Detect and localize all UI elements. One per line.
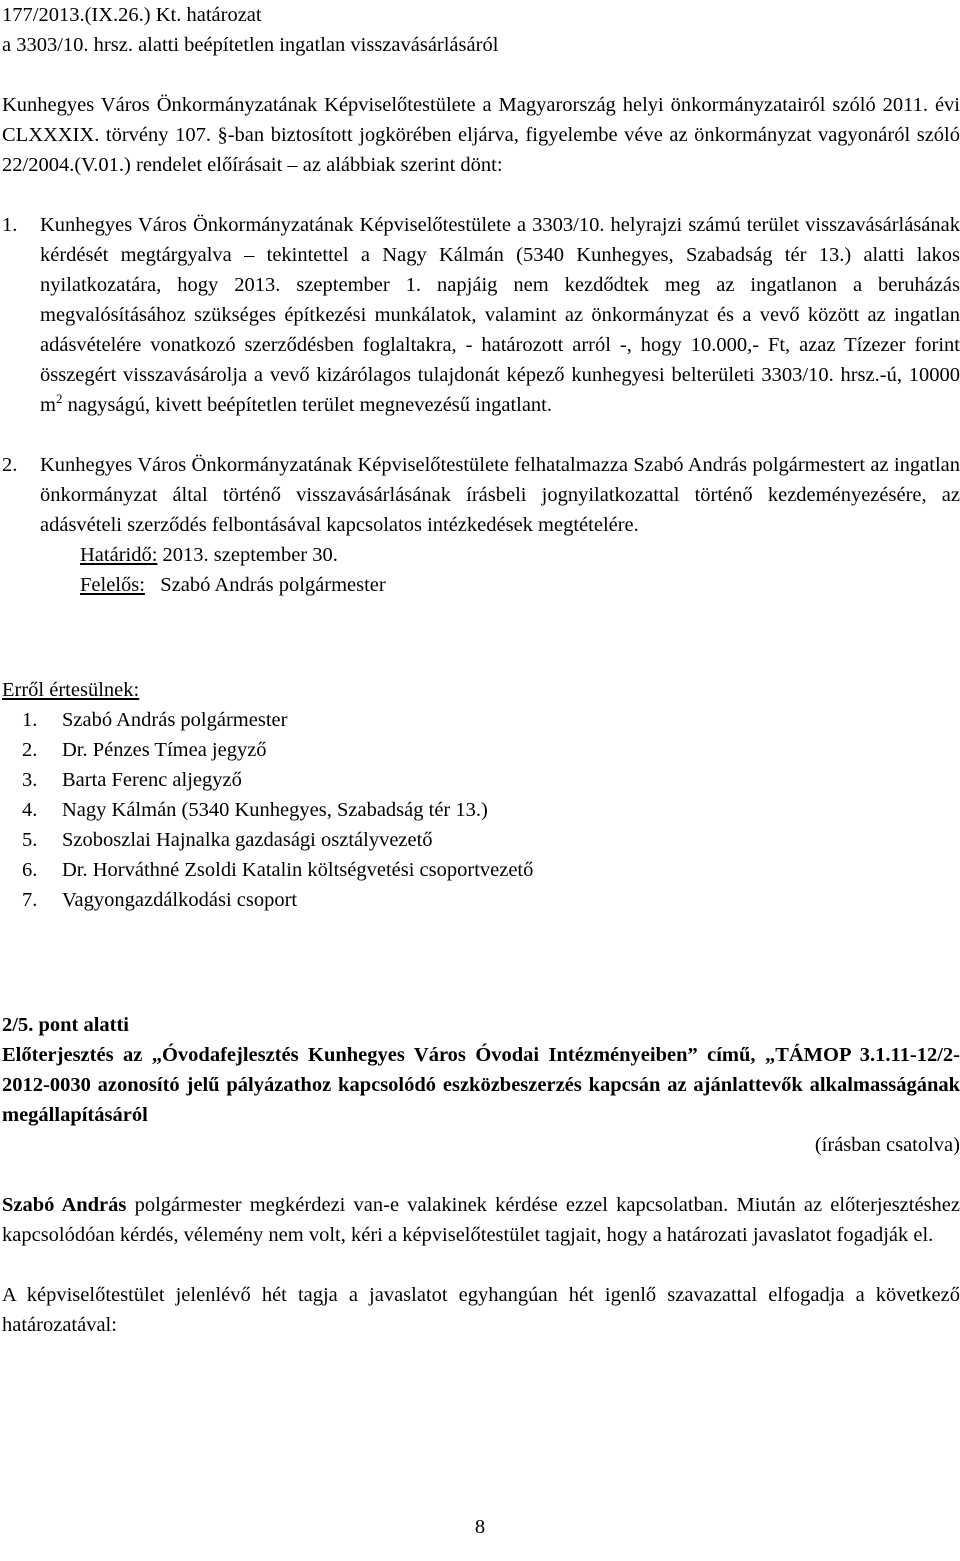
list-item: 4. Nagy Kálmán (5340 Kunhegyes, Szabadság tér 13.) — [22, 799, 488, 821]
resolution-intro: Kunhegyes Város Önkormányzatának Képviselőtestülete a Magyarország helyi önkormányzatairól szóló 2011. évi CLXXXIX. törvény 107. §-ban biztosított jogkörében eljárva, figyelembe véve az önkormányzat vagyonáról szóló 22/2004.(V.01.) rendelet előírásait – az alábbiak szerint dönt: — [2, 94, 960, 176]
speaker-text: polgármester megkérdezi van-e valakinek kérdése ezzel kapcsolatban. Miután az előterjesztéshez kapcsolódóan kérdés, vélemény nem volt, kéri a képviselőtestület tagjait, hogy a határozati javaslatot fogadják el. — [2, 1194, 960, 1246]
point-1-text — [40, 210, 960, 420]
agenda-point-label: 2/5. pont alatti — [2, 1014, 129, 1036]
responsible-line — [2, 570, 960, 600]
agenda-title: Előterjesztés az „Óvodafejlesztés Kunhegyes Város Óvodai Intézményeiben” című, „TÁMOP 3.1.11-12/2-2012-0030 azonosító jelű pályázathoz kapcsolódó eszközbeszerzés kapcsán az ajánlattevők alkalmasságának megállapításáról — [2, 1044, 960, 1126]
point-1-text-main: Kunhegyes Város Önkormányzatának Képviselőtestülete a 3303/10. helyrajzi számú terület visszavásárlásának kérdését megtárgyalva – tekintettel a Nagy Kálmán (5340 Kunhegyes, Szabadság tér 13.) alatti lakos nyilatkozatára, hogy 2013. szeptember 1. napjáig nem kezdődtek meg az ingatlanon a beruházás megvalósításához szükséges építkezési munkálatok, valamint az önkormányzat és a vevő között az ingatlan adásvételére vonatkozó szerződésben foglaltakra, - határozott arról -, hogy 10.000,- Ft, azaz Tízezer forint összegért visszavásárolja a vevő kizárólagos tulajdonát képező kunhegyesi belterületi 3303/10. hrsz.-ú, 10000 m — [40, 214, 960, 416]
deadline-label: Határidő: — [80, 544, 158, 566]
list-item: 5. Szoboszlai Hajnalka gazdasági osztályvezető — [22, 829, 433, 851]
point-1-number: 1. — [2, 214, 18, 236]
resolution-point-1 — [2, 210, 960, 420]
notified-title: Erről értesülnek: — [2, 679, 140, 701]
notified-list — [2, 705, 960, 915]
list-item: 6. Dr. Horváthné Zsoldi Katalin költségvetési csoportvezető — [22, 859, 534, 881]
point-2-number: 2. — [2, 454, 18, 476]
resolution-subject: a 3303/10. hrsz. alatti beépítetlen ingatlan visszavásárlásáról — [2, 34, 499, 56]
list-item: 2. Dr. Pénzes Tímea jegyző — [22, 739, 267, 761]
list-item: 3. Barta Ferenc aljegyző — [22, 769, 242, 791]
square-meter-superscript: 2 — [55, 391, 63, 407]
responsible-label: Felelős: — [80, 574, 145, 596]
list-item: 1. Szabó András polgármester — [22, 709, 288, 731]
speaker-paragraph — [2, 1190, 960, 1250]
resolution-point-2 — [2, 450, 960, 540]
list-item: 7. Vagyongazdálkodási csoport — [22, 889, 298, 911]
point-2-text: Kunhegyes Város Önkormányzatának Képviselőtestülete felhatalmazza Szabó András polgármestert az ingatlan önkormányzat által történő visszavásárlásának írásbeli jognyilatkozattal történő kezdeményezésére, az adásvételi szerződés felbontásával kapcsolatos intézkedések megtételére. — [40, 454, 960, 536]
attached-note: (írásban csatolva) — [814, 1134, 960, 1156]
deadline-line — [2, 540, 960, 570]
speaker-name: Szabó András — [2, 1194, 127, 1216]
deadline-value: 2013. szeptember 30. — [162, 544, 338, 566]
point-1-text-end: nagyságú, kivett beépítetlen terület megnevezésű ingatlant. — [62, 394, 553, 416]
vote-paragraph: A képviselőtestület jelenlévő hét tagja a javaslatot egyhangúan hét igenlő szavazattal elfogadja a következő határozatával: — [2, 1284, 960, 1336]
page-number: 8 — [474, 1516, 486, 1538]
resolution-number: 177/2013.(IX.26.) Kt. határozat — [2, 4, 262, 26]
responsible-value: Szabó András polgármester — [160, 574, 386, 596]
